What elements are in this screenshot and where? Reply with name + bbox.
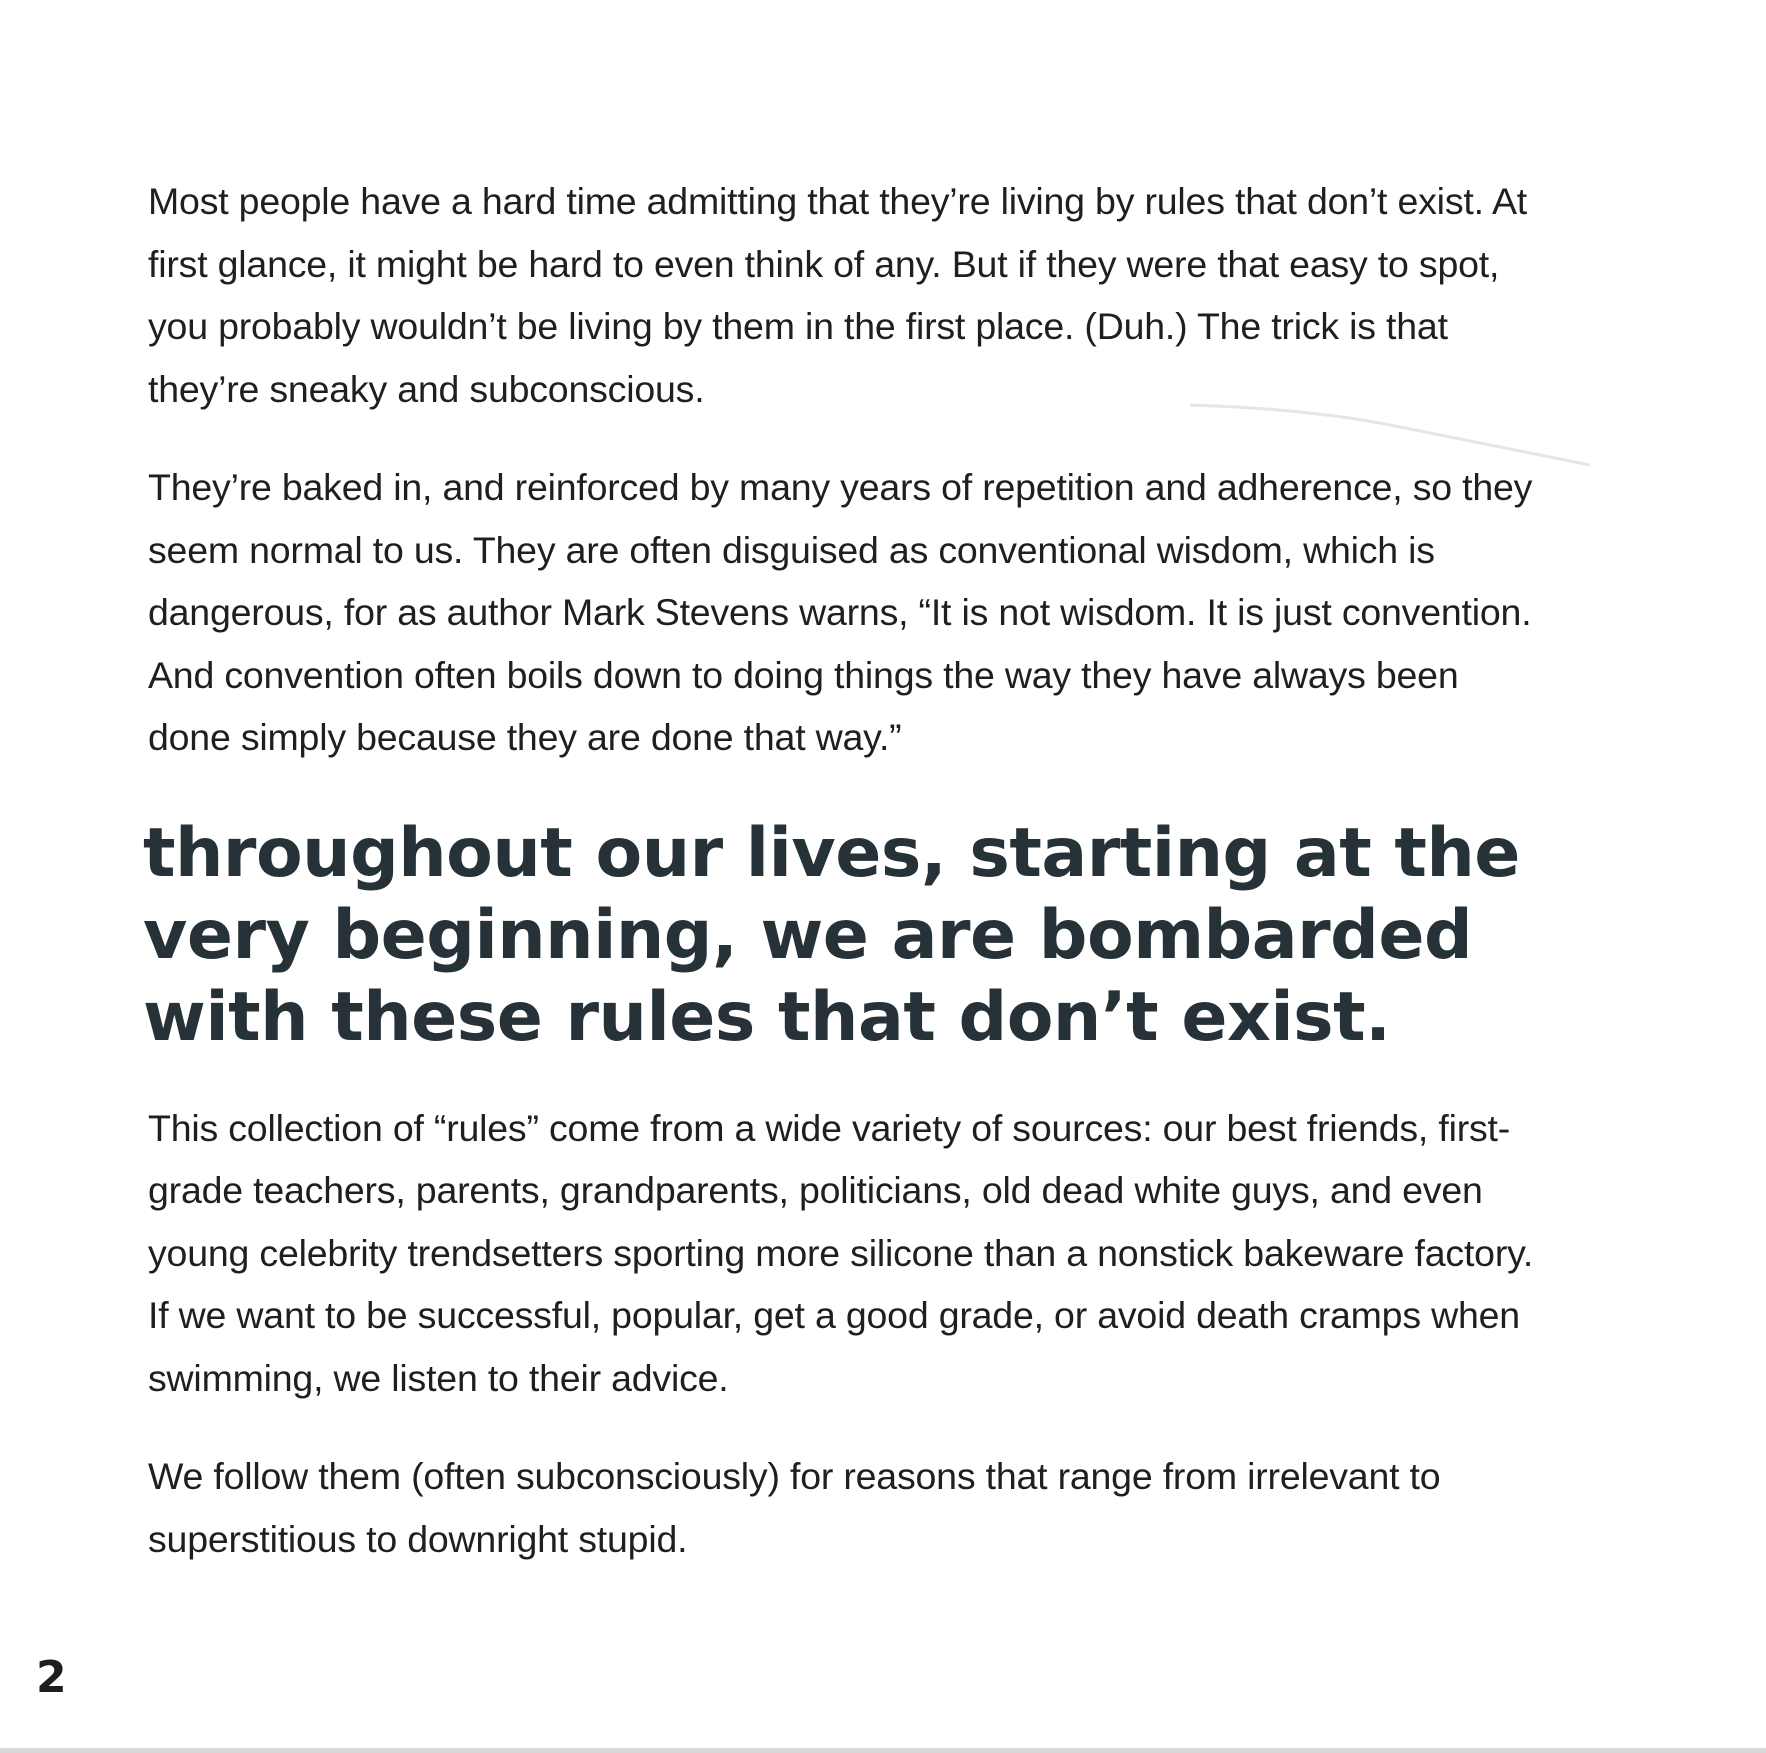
paragraph-2: They’re baked in, and reinforced by many years of repetition and adherence, so they seem normal to us. They are often disguised as conventional wisdom, which is dangerous, for as author Mark Stevens warns, “It is not wisdom. It is just convention. And convention often boils down to doing things the way they have always been done simply because they are done that way.” [148, 466, 1533, 758]
page-number: 2 [36, 1652, 67, 1703]
paragraph-4: We follow them (often subconsciously) for reasons that range from irrelevant to superstitious to downright stupid. [148, 1455, 1441, 1560]
text-column [143, 170, 1538, 1570]
paragraph-3: This collection of “rules” come from a wide variety of sources: our best friends, first-grade teachers, parents, grandparents, politicians, old dead white guys, and even young celebrity trendsetters sporting more silicone than a nonstick bakeware factory. If we want to be successful, popular, get a good grade, or avoid death cramps when swimming, we listen to their advice. [148, 1106, 1534, 1399]
paragraph-1: Most people have a hard time admitting that they’re living by rules that don’t exist. At first glance, it might be hard to even think of any. But if they were that easy to spot, you probably wouldn’t be living by them in the first place. (Duh.) The trick is that they’re sneaky and subconscious. [148, 180, 1527, 410]
page-bottom-edge [0, 1748, 1766, 1753]
pull-quote: throughout our lives, starting at the very beginning, we are bombarded with these rules that don’t exist. [143, 813, 1520, 1057]
